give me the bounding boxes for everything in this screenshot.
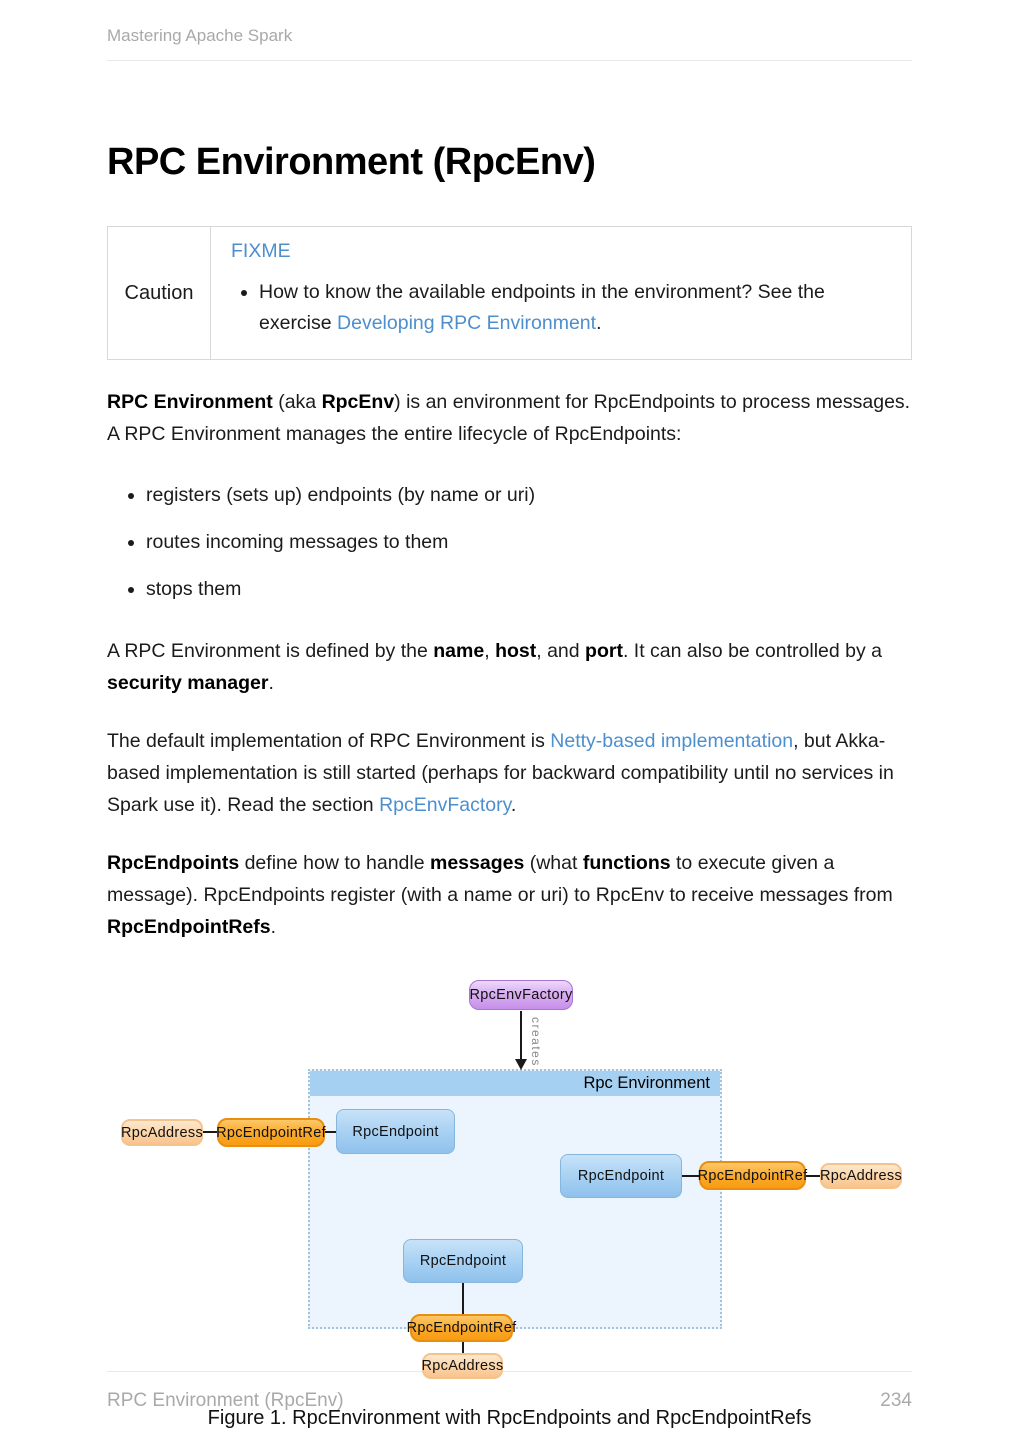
- creates-arrow-head: [515, 1059, 527, 1070]
- figure-caption: Figure 1. RpcEnvironment with RpcEndpoints and RpcEndpointRefs: [207, 1407, 812, 1429]
- caution-body: [211, 227, 912, 360]
- lifecycle-bullet-list: [128, 480, 912, 605]
- page-footer: [107, 1371, 912, 1412]
- paragraph-definition: [107, 635, 912, 699]
- footer-chapter-title: RPC Environment (RpcEnv): [107, 1390, 344, 1411]
- rpcenvfactory-link[interactable]: RpcEnvFactory: [379, 794, 511, 816]
- bold-port: port: [585, 640, 623, 662]
- text-run: , and: [536, 640, 586, 662]
- diagram-node-rpcaddress-left: RpcAddress: [121, 1119, 203, 1146]
- book-title: Mastering Apache Spark: [107, 26, 293, 45]
- text-run: The default implementation of RPC Environment is: [107, 730, 551, 752]
- text-run: .: [268, 672, 274, 694]
- diagram-node-rpcendpointref-bottom: RpcEndpointRef: [410, 1314, 513, 1342]
- text-run: to execute given a message). RpcEndpoints register (with a name or uri) to RpcEnv to receive messages from: [107, 852, 893, 906]
- rpc-environment-box: [308, 1069, 722, 1329]
- diagram-node-rpcaddress-right: RpcAddress: [820, 1163, 902, 1189]
- caution-list-item: [259, 277, 891, 339]
- list-item: • routes incoming messages to them: [146, 527, 912, 558]
- text-run: .: [270, 916, 277, 938]
- diagram-node-rpcendpoint-bottom: RpcEndpoint: [403, 1239, 523, 1283]
- bold-functions: functions: [582, 852, 671, 874]
- text-run: ,: [484, 640, 496, 662]
- bold-host: host: [495, 640, 537, 662]
- netty-implementation-link[interactable]: Netty-based implementation: [550, 730, 794, 752]
- list-item: • registers (sets up) endpoints (by name or uri): [146, 480, 912, 511]
- footer-page-number: 234: [880, 1390, 912, 1411]
- text-run: A RPC Environment is defined by the: [107, 640, 434, 662]
- caution-item-period: .: [596, 312, 602, 334]
- bold-rpcendpointrefs: RpcEndpointRefs: [107, 916, 271, 938]
- paragraph-implementation: [107, 725, 912, 821]
- paragraph-intro: [107, 386, 912, 450]
- fixme-link[interactable]: FIXME: [231, 240, 291, 262]
- diagram-node-rpcendpointref-left: RpcEndpointRef: [217, 1118, 325, 1147]
- bold-messages: messages: [429, 852, 525, 874]
- text-run: ) is an environment for RpcEndpoints to process messages. A RPC Environment manages the entire lifecycle of RpcEndpoints:: [107, 391, 911, 445]
- figure-diagram: [107, 971, 912, 1391]
- developing-rpc-environment-link[interactable]: Developing RPC Environment: [337, 312, 597, 334]
- text-run: , but Akka-based implementation is still started (perhaps for backward compatibility until no services in Spark use it). Read the section: [107, 730, 894, 816]
- bold-name: name: [433, 640, 485, 662]
- book-header: [107, 0, 912, 61]
- diagram-node-rpcendpoint-left: RpcEndpoint: [336, 1109, 455, 1154]
- bold-rpc-environment: RPC Environment: [107, 391, 273, 413]
- caution-list: [237, 277, 891, 339]
- diagram-node-rpcenvfactory: RpcEnvFactory: [469, 980, 573, 1010]
- diagram-node-rpcaddress-bottom: RpcAddress: [422, 1353, 503, 1379]
- rpc-environment-title-bar: Rpc Environment: [310, 1071, 720, 1096]
- caution-item-text: How to know the available endpoints in the environment? See the exercise: [259, 281, 825, 334]
- diagram-node-rpcendpoint-right: RpcEndpoint: [560, 1154, 682, 1198]
- text-run: .: [510, 794, 517, 816]
- bold-rpcendpoints: RpcEndpoints: [107, 852, 240, 874]
- creates-arrow-line: [520, 1011, 522, 1061]
- diagram-node-rpcendpointref-right: RpcEndpointRef: [699, 1161, 806, 1190]
- bold-rpcenv: RpcEnv: [321, 391, 395, 413]
- text-run: (what: [524, 852, 583, 874]
- caution-label: Caution: [108, 227, 211, 360]
- text-run: (aka: [272, 391, 322, 413]
- list-item: • stops them: [146, 574, 912, 605]
- paragraph-endpoints: [107, 847, 912, 943]
- caution-admonition: [107, 226, 912, 360]
- text-run: . It can also be controlled by a: [622, 640, 883, 662]
- bold-security-manager: security manager: [107, 672, 269, 694]
- page-title: RPC Environment (RpcEnv): [107, 141, 596, 183]
- text-run: define how to handle: [239, 852, 430, 874]
- creates-label: creates: [529, 1017, 543, 1067]
